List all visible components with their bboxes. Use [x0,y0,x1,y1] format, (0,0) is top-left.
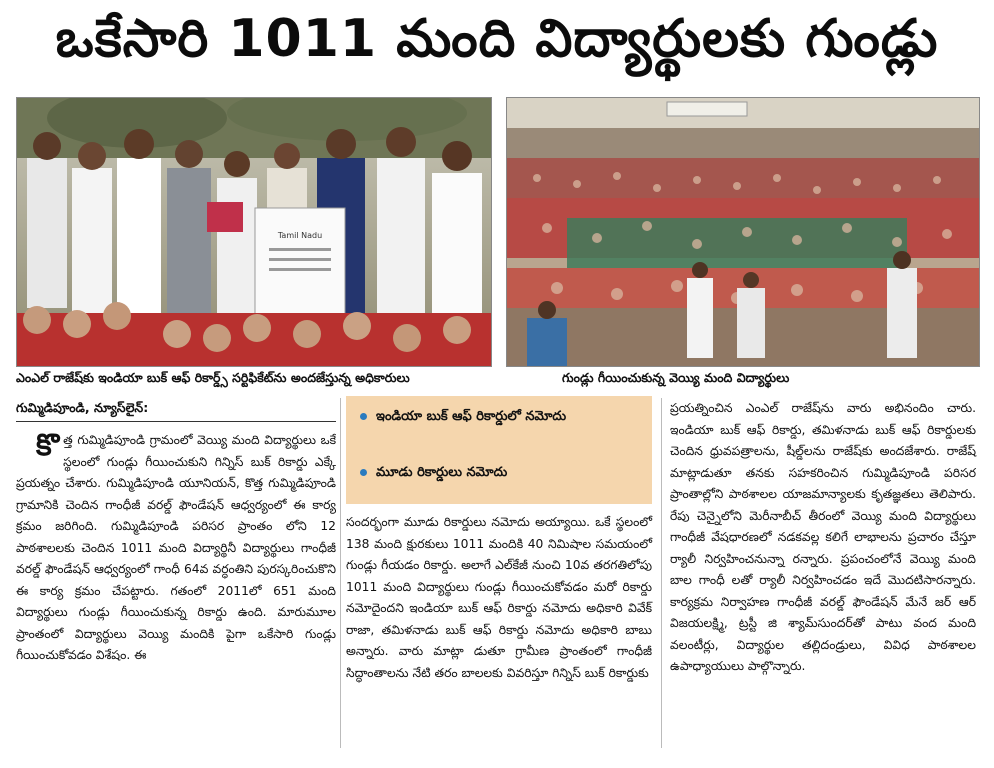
right-photo-caption: గుండ్లు గీయించుకున్న వెయ్యి మంది విద్యార్థులు [562,370,790,385]
crowd-photo [506,97,980,367]
highlight-box [346,396,652,504]
certificate-text: Tamil Nadu [277,231,323,240]
column-divider-1 [340,398,341,748]
headline: ఒకేసారి 1011 మంది విద్యార్థులకు గుండ్లు [55,8,939,69]
bullet-icon [360,469,367,476]
ceremony-photo-illustration [17,98,491,366]
article-column-2 [346,512,652,684]
column-3-text: ప్రయత్నించిన ఎంఎల్ రాజేష్‌ను వారు అభినందిం చారు. ఇండియా బుక్ ఆఫ్ రికార్డు, తమిళనాడు బుక్ ఆఫ్ రికార్డులకు చెందిన ధ్రువపత్రాలను, షీల్డ్‌లను రాజేష్‌కు అందజేశారు. రాజేష్ మాట్లాడుతూ తనకు సహకరించిన గుమ్మిడిపూండి పరిసర ప్రాంతాల్లోని పాఠశాలల యాజమాన్యాలకు కృతజ్ఞతలు తెలిపారు. రేపు చెన్నైలోని మెరీనాబీచ్ తీరంలో వెయ్యి మంది విద్యార్థులు గాంధీజీ వేషధారణలో నడకవల్ల కలిగే లాభాలను ప్రచారం చేస్తూ ర్యాలీ నిర్వహించనున్నా రన్నారు. ప్రపంచంలోనే వెయ్యి మంది బాల గాంధీ లతో ర్యాలీ నిర్వహించడం ఇదే మొదటిసారన్నారు. కార్యక్రమ నిర్వాహణ గాంధీజీ వరల్డ్ ఫౌండేషన్ మేనే జర్ ఆర్ విజయలక్ష్మి, ట్రస్టీ జి శ్యామ్‌సుందర్‌తో పాటు వంద మంది వలంటీర్లు, విద్యార్థుల తల్లిదండ్రులు, వివిధ పాఠశాలల ఉపాధ్యాయులు పాల్గొన్నారు. [670,401,976,673]
highlight-item [360,406,636,428]
crowd-photo-illustration [507,98,979,366]
highlight-text: ఇండియా బుక్ ఆఫ్ రికార్డులో నమోదు [376,409,567,424]
highlight-text: మూడు రికార్డులు నమోదు [376,465,508,480]
column-2-text: సందర్భంగా మూడు రికార్డులు నమోదు అయ్యాయి. ఒకే స్థలంలో 138 మంది క్షురకులు 1011 మందికి 40 నిమిషాల సమయంలో గుండ్లు గీయడం రికార్డు. అలాగే ఎల్‌కేజీ నుంచి 10వ తరగతిలోపు 1011 మంది విద్యార్థులు గుండ్లు గీయించుకోవడం మరో రికార్డు నమోదైందని ఇండియా బుక్ ఆఫ్ రికార్డు నమోదు అధికారి వివేక్ రాజా, తమిళనాడు బుక్ ఆఫ్ రికార్డు నమోదు అధికారి బాబు అన్నారు. వారు మాట్లా డుతూ గ్రామీణ ప్రాంతంలో గాంధీజీ సిద్ధాంతాలను నేటి తరం బాలలకు వివరిస్తూ గిన్నిస్ బుక్ రికార్డుకు [346,515,652,680]
column-divider-2 [661,398,662,748]
highlight-item [360,462,636,484]
bullet-icon [360,413,367,420]
dateline: గుమ్మిడిపూండి, న్యూస్‌లైన్: [16,400,336,422]
article-column-1 [16,430,336,667]
left-photo-caption: ఎంఎల్ రాజేష్‌కు ఇండియా బుక్ ఆఫ్ రికార్డ్స్ సర్టిఫికేట్‌ను అందజేస్తున్న అధికారులు [16,370,410,385]
column-1-text: త్త గుమ్మిడిపూండి గ్రామంలో వెయ్యి మంది విద్యార్థులు ఒకే స్థలంలో గుండ్లు గీయించుకుని గిన్నిస్ బుక్ రికార్డు ఎక్కే ప్రయత్నం చేశారు. గుమ్మిడిపూండి యూనియన్, కొత్త గుమ్మిడిపూండి గ్రామానికి చెందిన గాంధీజీ వరల్డ్ ఫౌండేషన్ ఆధ్వర్యంలో ఈ కార్య క్రమం జరిగింది. గుమ్మిడిపూండి పరిసర ప్రాంతం లోని 12 పాఠశాలలకు చెందిన 1011 మంది విద్యార్థినీ విద్యార్థులు గాంధీజీ వరల్డ్ ఫౌండేషన్ ఆధ్వర్యంలో గాంధీ 64వ వర్ధంతిని పురస్కరించుకొని ఈ కార్య క్రమం చేపట్టారు. గతంలో 2011లో 651 మంది విద్యార్థులు గుండ్లు గీయించుకున్న రికార్డు ఉంది. మారుమూల ప్రాంతంలో విద్యార్థులు వెయ్యి మందికి పైగా ఒకేసారి గుండ్లు గీయించుకోవడం విశేషం. ఈ [16,433,336,662]
dropcap: కొ [36,428,60,463]
ceremony-photo [16,97,492,367]
article-column-3 [670,398,976,678]
